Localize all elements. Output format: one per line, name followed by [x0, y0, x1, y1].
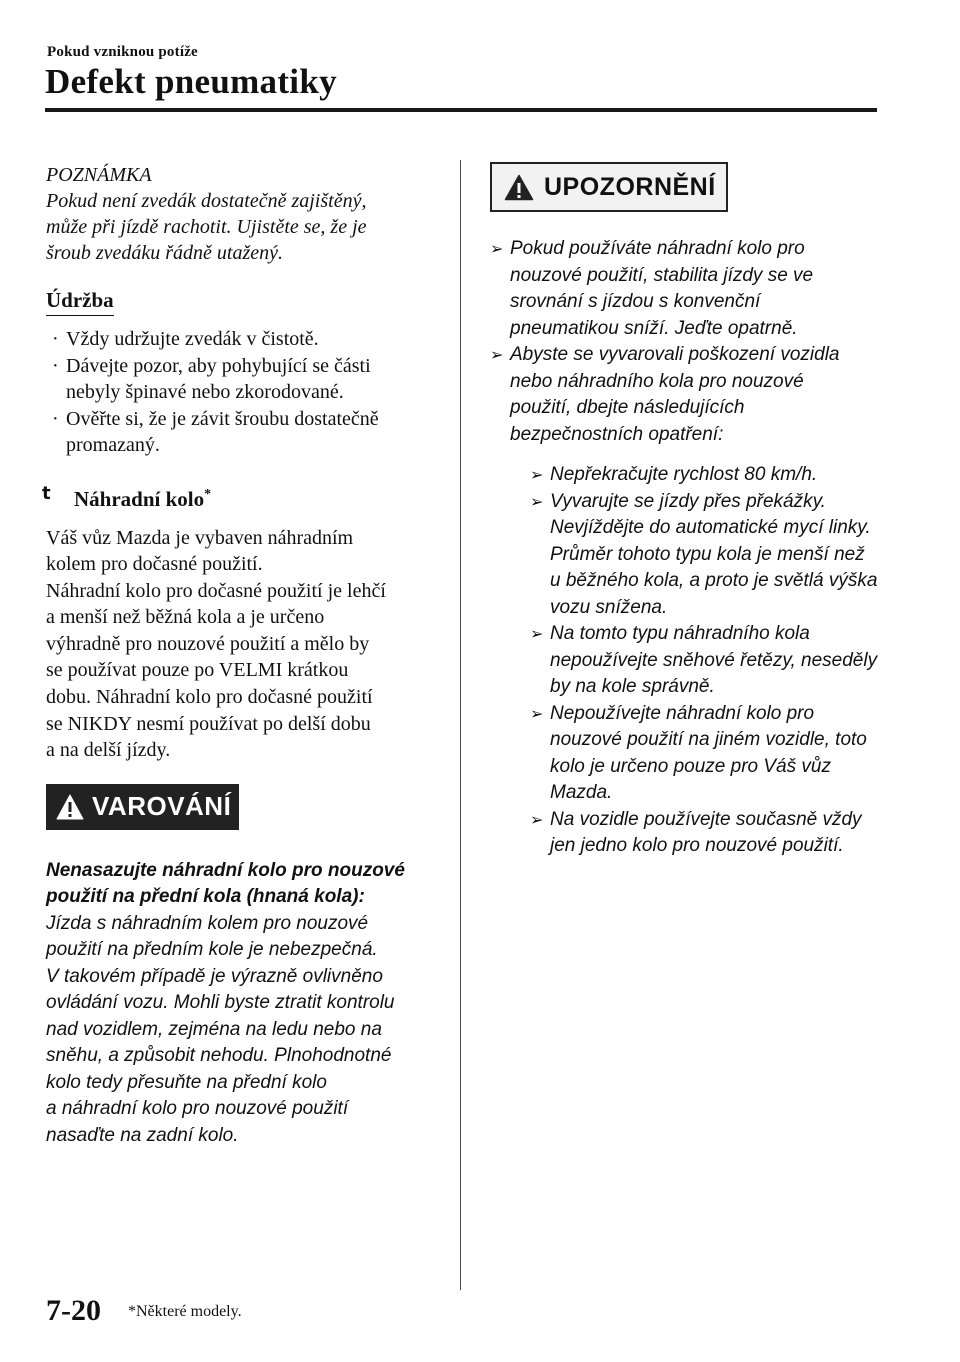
list-item-line: pneumatikou sníží. Jeďte opatrně.	[510, 317, 798, 339]
warning-triangle-icon	[56, 794, 84, 820]
section-marker-icon: t	[42, 482, 51, 504]
list-item-line: nouzové použití, stabilita jízdy se ve	[510, 264, 814, 286]
list-item-line: použití, dbejte následujících	[510, 397, 745, 418]
paragraph-line: dobu. Náhradní kolo pro dočasné použití	[46, 686, 373, 709]
list-item-line: nouzové použití na jiném vozidle, toto	[550, 729, 867, 750]
warning-line: nasaďte na zadní kolo.	[46, 1124, 239, 1146]
arrow-right-icon: ➢	[530, 465, 544, 484]
caution-triangle-icon	[504, 174, 534, 201]
paragraph-line: Náhradní kolo pro dočasné použití je lehčí	[46, 579, 386, 602]
list-item	[490, 236, 890, 342]
sub-list-item	[530, 462, 890, 489]
note-body	[46, 188, 442, 266]
list-item-line: promazaný.	[66, 434, 160, 456]
warning-line: a náhradní kolo pro nouzové použití	[46, 1098, 349, 1120]
list-item-line: bezpečnostních opatření:	[510, 423, 724, 445]
list-item-line: Vždy udržujte zvedák v čistotě.	[66, 328, 319, 350]
list-item	[46, 326, 442, 353]
warning-line: nad vozidlem, zejména na ledu nebo na	[46, 1018, 382, 1040]
caution-banner	[490, 162, 728, 212]
list-item	[46, 353, 442, 406]
paragraph-line: Váš vůz Mazda je vybaven náhradním	[46, 526, 354, 549]
warning-text	[46, 911, 442, 1150]
header-rule	[45, 108, 877, 112]
paragraph-line: se NIKDY nesmí používat po delší dobu	[46, 712, 371, 735]
maintenance-heading: Údržba	[46, 286, 114, 316]
list-item-line: jen jedno kolo pro nouzové použití.	[550, 835, 844, 856]
page-number: 7-20	[46, 1294, 101, 1327]
section-title-text: Náhradní kolo	[74, 486, 205, 511]
arrow-right-icon: ➢	[530, 624, 544, 643]
list-item-line: kolo je určeno pouze pro Váš vůz	[550, 755, 831, 777]
list-item-line: by na kole správně.	[550, 676, 715, 697]
arrow-right-icon: ➢	[530, 491, 544, 511]
arrow-right-icon: ➢	[530, 809, 544, 829]
paragraph-line: a na delší jízdy.	[46, 739, 171, 762]
section-label: Pokud vzniknou potíže	[47, 44, 198, 60]
list-item	[46, 406, 442, 459]
maintenance-list	[46, 326, 442, 459]
arrow-right-icon: ➢	[530, 703, 544, 723]
list-item-line: Na vozidle používejte současně vždy	[550, 808, 862, 830]
warning-banner-wrap	[46, 784, 442, 830]
section-heading	[42, 481, 442, 511]
bullet-icon: ·	[52, 354, 59, 377]
warning-line: V takovém případě je výrazně ovlivněno	[46, 965, 383, 987]
list-item-line: nepoužívejte sněhové řetězy, neseděly	[550, 649, 878, 671]
sub-list-item	[530, 489, 890, 622]
warning-emphasis	[46, 858, 442, 911]
list-item-line: Na tomto typu náhradního kola	[550, 623, 810, 644]
arrow-right-icon: ➢	[490, 239, 504, 258]
warning-emphasis-line: použití na přední kola (hnaná kola):	[46, 886, 365, 908]
list-item	[490, 342, 890, 860]
list-item-line: srovnání s jízdou s konvenční	[510, 291, 761, 312]
footnote: *Některé modely.	[128, 1303, 242, 1320]
paragraph-line: kolem pro dočasné použití.	[46, 553, 263, 576]
note-line: Pokud není zvedák dostatečně zajištěný,	[46, 190, 367, 212]
warning-line: kolo tedy přesuňte na přední kolo	[46, 1071, 327, 1093]
list-item-line: Abyste se vyvarovali poškození vozidla	[510, 344, 840, 365]
warning-line: ovládání vozu. Mohli byste ztratit kontrolu	[46, 992, 395, 1014]
sub-list-item	[530, 807, 890, 860]
bullet-icon: ·	[52, 328, 59, 350]
paragraph-line: výhradně pro nouzové použití a mělo by	[46, 632, 370, 655]
list-item-line: Nepoužívejte náhradní kolo pro	[550, 702, 815, 724]
intro-paragraph	[46, 525, 442, 764]
column-divider	[460, 160, 461, 1290]
note-line: může při jízdě rachotit. Ujistěte se, že je	[46, 216, 367, 238]
list-item-line: Vyvarujte se jízdy přes překážky.	[550, 490, 826, 512]
list-item-line: Ověřte si, že je závit šroubu dostatečně	[66, 407, 379, 430]
page-title: Defekt pneumatiky	[45, 62, 337, 101]
paragraph-line: se používat pouze po VELMI krátkou	[46, 659, 349, 682]
list-item-line: nebyly špinavé nebo zkorodované.	[66, 381, 344, 403]
warning-line: sněhu, a způsobit nehodu. Plnohodnotné	[46, 1045, 392, 1067]
warning-emphasis-line: Nenasazujte náhradní kolo pro nouzové	[46, 859, 405, 881]
note-heading: POZNÁMKA	[46, 164, 152, 186]
caution-sub-list	[510, 462, 890, 860]
left-column	[42, 162, 442, 1149]
sub-list-item	[530, 701, 890, 807]
list-item-line: nebo náhradního kola pro nouzové	[510, 370, 804, 392]
warning-line: použití na předním kole je nebezpečná.	[46, 939, 378, 961]
list-item-line: Dávejte pozor, aby pohybující se části	[66, 354, 371, 377]
caution-label: UPOZORNĚNÍ	[544, 172, 716, 201]
list-item-line: Pokud používáte náhradní kolo pro	[510, 238, 805, 259]
warning-label: VAROVÁNÍ	[92, 791, 232, 822]
note-line: šroub zvedáku řádně utažený.	[46, 242, 283, 264]
caution-list	[490, 236, 890, 860]
section-title	[74, 481, 211, 513]
list-item-line: Nepřekračujte rychlost 80 km/h.	[550, 464, 818, 485]
paragraph-line: a menší než běžná kola a je určeno	[46, 606, 325, 629]
bullet-icon: ·	[52, 407, 59, 430]
list-item-line: u běžného kola, a proto je světlá výška	[550, 570, 878, 591]
list-item-line: Mazda.	[550, 782, 613, 803]
list-item-line: vozu snížena.	[550, 596, 668, 618]
list-item-line: Průměr tohoto typu kola je menší než	[550, 543, 865, 565]
warning-line: Jízda s náhradním kolem pro nouzové	[46, 912, 369, 934]
list-item-line: Nevjíždějte do automatické mycí linky.	[550, 517, 871, 538]
right-column	[490, 162, 890, 860]
footnote-asterisk: *	[204, 486, 212, 502]
arrow-right-icon: ➢	[490, 345, 504, 364]
warning-banner	[46, 784, 239, 830]
sub-list-item	[530, 621, 890, 701]
